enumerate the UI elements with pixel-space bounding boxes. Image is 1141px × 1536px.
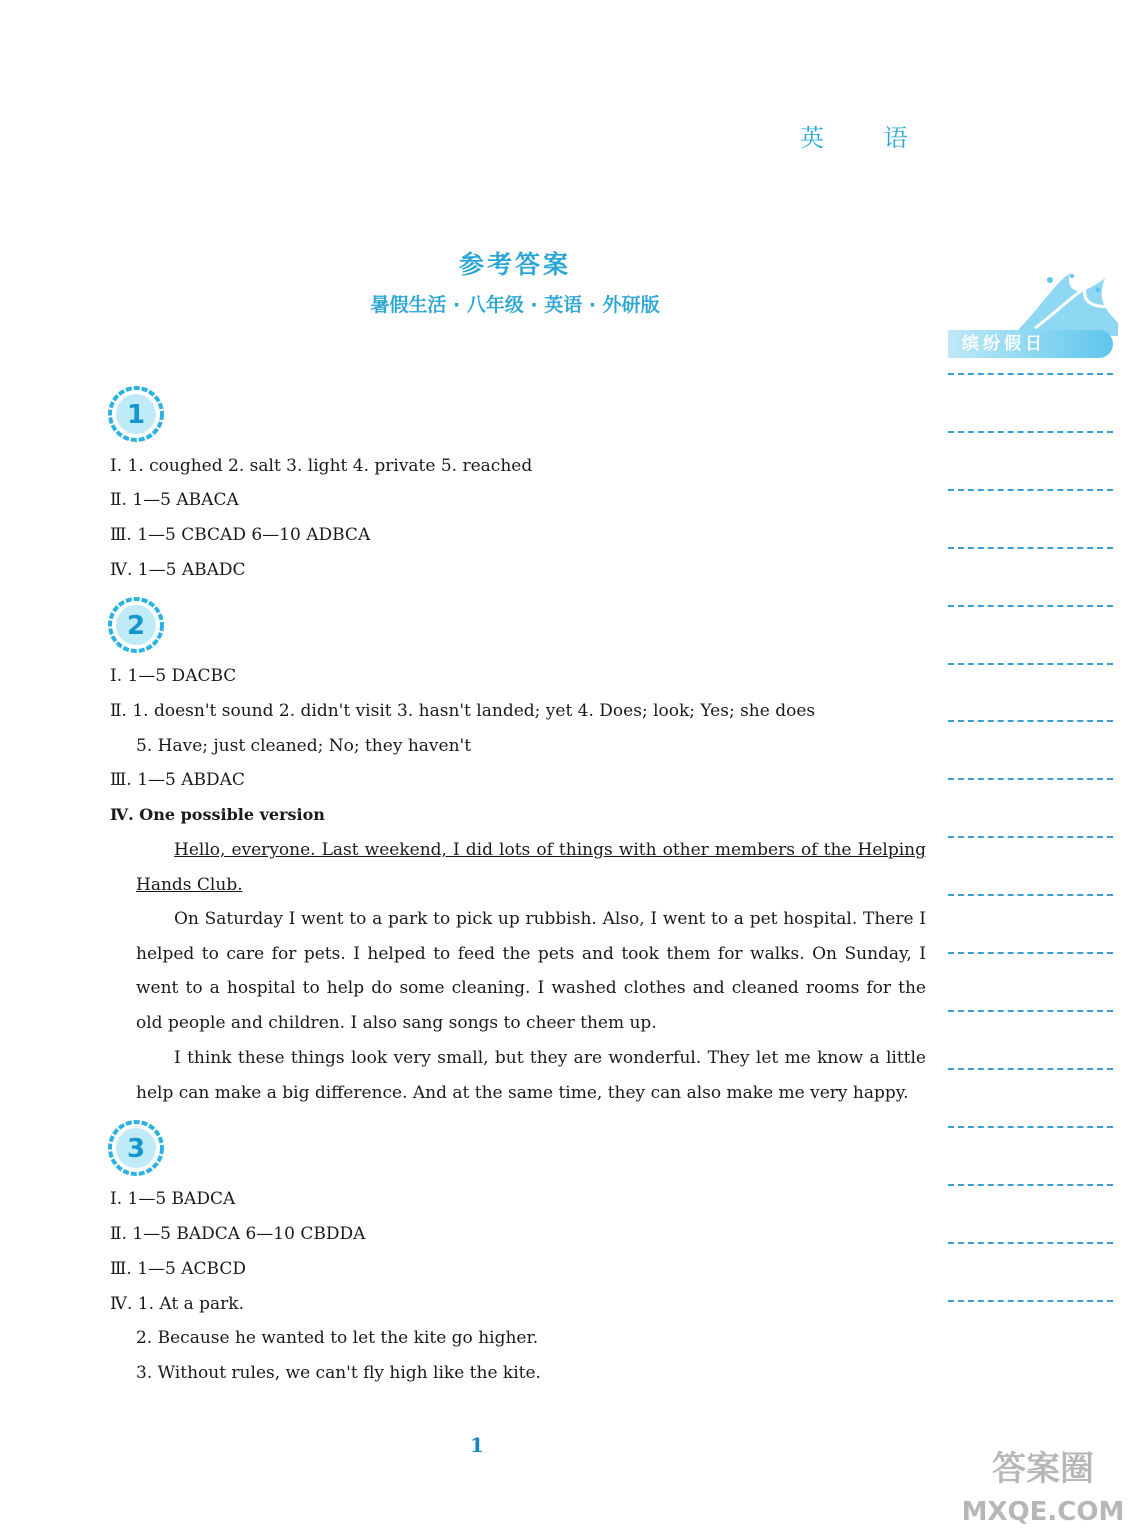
section-number-icon [108, 386, 164, 442]
note-dash-line [948, 778, 1113, 780]
watermark-bottom: MXQE.COM [961, 1497, 1125, 1527]
answer-line: Ⅱ. 1. doesn't sound 2. didn't visit 3. hasn't landed; yet 4. Does; look; Yes; she does [110, 701, 816, 721]
note-dash-line [948, 836, 1113, 838]
note-dash-line [948, 489, 1113, 491]
note-dash-line [948, 431, 1113, 433]
note-dash-line [948, 894, 1113, 896]
section-number-icon [108, 597, 164, 653]
essay-paragraph: Hello, everyone. Last weekend, I did lots of things with other members of the Helping Hands Club. [136, 840, 926, 895]
answer-line: Ⅳ. 1—5 ABADC [110, 560, 246, 580]
answer-line: Ⅲ. 1—5 ACBCD [110, 1259, 246, 1279]
answer-line: Ⅲ. 1—5 ABDAC [110, 770, 245, 790]
note-dash-line [948, 1068, 1113, 1070]
page-title: 参考答案 [458, 250, 571, 279]
answer-line: Ⅱ. 1—5 BADCA 6—10 CBDDA [110, 1224, 366, 1244]
note-dash-line [948, 952, 1113, 954]
answer-line: Ⅳ. 1. At a park. [110, 1294, 245, 1314]
answer-line: Ⅳ. One possible version [110, 805, 325, 824]
answer-line: 3. Without rules, we can't fly high like the kite. [136, 1363, 541, 1383]
note-dash-line [948, 1126, 1113, 1128]
section-number-icon [108, 1120, 164, 1176]
mxqe-watermark-logo [955, 1440, 1130, 1530]
answer-line: Ⅱ. 1—5 ABACA [110, 490, 239, 510]
holiday-badge: 缤纷假日 [948, 330, 1113, 358]
section-number: 2 [126, 611, 146, 641]
note-dash-line [948, 663, 1113, 665]
answer-line: Ⅲ. 1—5 CBCAD 6—10 ADBCA [110, 525, 371, 545]
subject-label: 英 语 [800, 124, 934, 152]
answer-line: 5. Have; just cleaned; No; they haven't [136, 736, 472, 756]
note-dash-line [948, 547, 1113, 549]
water-splash-icon [1010, 268, 1120, 338]
note-dash-line [948, 1010, 1113, 1012]
note-dash-line [948, 1300, 1113, 1302]
watermark-top: 答案圈 [992, 1449, 1094, 1489]
answer-line: Ⅰ. 1—5 DACBC [110, 666, 237, 686]
note-dash-line [948, 373, 1113, 375]
note-dash-line [948, 1184, 1113, 1186]
answer-line: Ⅰ. 1. coughed 2. salt 3. light 4. private 5. reached [110, 456, 533, 476]
essay-paragraph: On Saturday I went to a park to pick up rubbish. Also, I went to a pet hospital. There I helped to care for pets. I helped to feed the pets and took them for walks. On Sunday, I went to a hospital to help do some cleaning. I washed clothes and cleaned rooms for the old people and children. I also sang songs to cheer them up. [136, 909, 926, 1034]
answer-line: 2. Because he wanted to let the kite go higher. [136, 1328, 539, 1348]
essay-paragraph: I think these things look very small, but they are wonderful. They let me know a little help can make a big difference. And at the same time, they can also make me very happy. [136, 1048, 926, 1103]
section-number: 1 [126, 400, 146, 430]
answer-line: Ⅰ. 1—5 BADCA [110, 1189, 236, 1209]
section-number: 3 [126, 1134, 146, 1164]
note-dash-line [948, 720, 1113, 722]
note-dash-line [948, 605, 1113, 607]
page-subtitle: 暑假生活 · 八年级 · 英语 · 外研版 [370, 294, 660, 316]
note-dash-line [948, 1242, 1113, 1244]
page-number: 1 [470, 1433, 484, 1457]
